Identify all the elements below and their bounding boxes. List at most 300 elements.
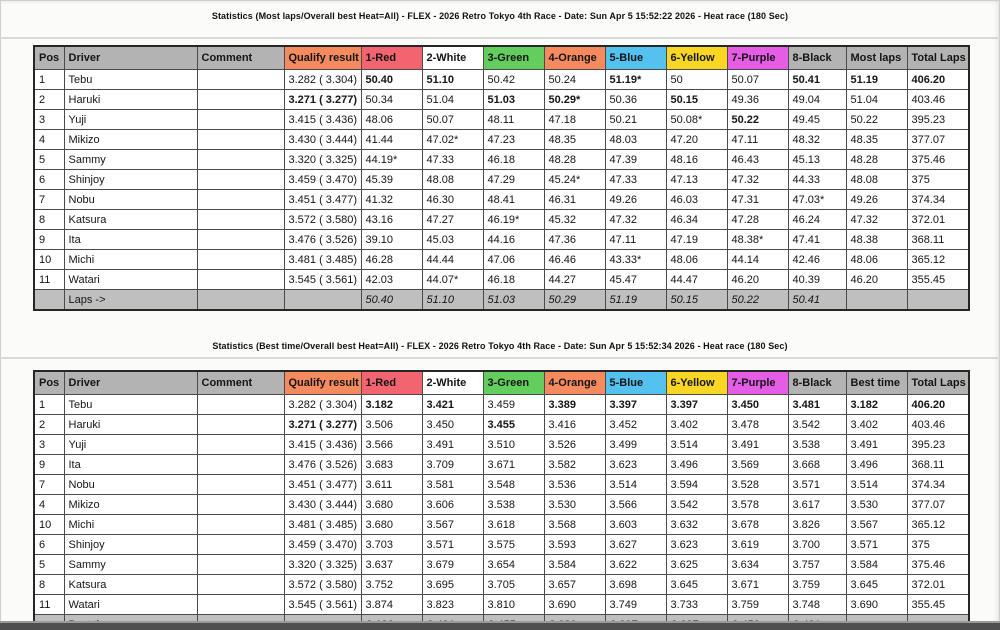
qualify-cell: 3.415 ( 3.436) xyxy=(284,110,361,130)
heat-cell-4: 3.389 xyxy=(544,395,605,415)
column-header-comment: Comment xyxy=(197,46,284,70)
heat-cell-7: 3.634 xyxy=(727,555,788,575)
heat-cell-8: 3.759 xyxy=(788,575,846,595)
heat-cell-7: 47.32 xyxy=(727,170,788,190)
heat-cell-1: 3.637 xyxy=(361,555,422,575)
heat-cell-2: 50.07 xyxy=(422,110,483,130)
heat-cell-4: 3.582 xyxy=(544,455,605,475)
heat-cell-8: 50.41 xyxy=(788,70,846,90)
column-header-comment: Comment xyxy=(197,371,284,395)
heat-cell-6: 3.496 xyxy=(666,455,727,475)
heat-cell-4: 3.568 xyxy=(544,515,605,535)
heat-cell-6: 3.402 xyxy=(666,415,727,435)
heat-cell-4: 3.584 xyxy=(544,555,605,575)
total-laps-cell: 406.20 xyxy=(907,70,969,90)
heat-cell-8: 45.13 xyxy=(788,150,846,170)
total-laps-cell: 375.46 xyxy=(907,150,969,170)
column-header-8-black: 8-Black xyxy=(788,371,846,395)
heat-cell-4: 47.18 xyxy=(544,110,605,130)
heat-cell-3: 44.16 xyxy=(483,230,544,250)
heat-cell-4: 44.27 xyxy=(544,270,605,290)
summary-cell: 46.20 xyxy=(846,270,907,290)
summary-cell: 51.19 xyxy=(846,70,907,90)
total-laps-cell: 406.20 xyxy=(907,395,969,415)
total-laps-cell: 355.45 xyxy=(907,595,969,615)
heat-cell-7: 3.619 xyxy=(727,535,788,555)
pos-cell: 10 xyxy=(34,515,64,535)
heat-cell-1: 44.19* xyxy=(361,150,422,170)
footer-comment-cell xyxy=(197,290,284,311)
pos-cell: 1 xyxy=(34,70,64,90)
summary-cell: 48.06 xyxy=(846,250,907,270)
pos-cell: 8 xyxy=(34,210,64,230)
heat-cell-8: 3.571 xyxy=(788,475,846,495)
driver-row xyxy=(34,575,969,595)
column-header-driver: Driver xyxy=(64,46,197,70)
driver-cell: Haruki xyxy=(64,90,197,110)
summary-cell: 48.08 xyxy=(846,170,907,190)
pos-cell: 9 xyxy=(34,230,64,250)
comment-cell xyxy=(197,230,284,250)
heat-cell-1: 3.874 xyxy=(361,595,422,615)
driver-cell: Shinjoy xyxy=(64,535,197,555)
heat-cell-3: 3.671 xyxy=(483,455,544,475)
heat-cell-1: 3.680 xyxy=(361,495,422,515)
total-laps-cell: 403.46 xyxy=(907,90,969,110)
summary-cell: 3.182 xyxy=(846,395,907,415)
summary-cell: 48.28 xyxy=(846,150,907,170)
driver-cell: Watari xyxy=(64,595,197,615)
qualify-cell: 3.476 ( 3.526) xyxy=(284,230,361,250)
driver-row xyxy=(34,150,969,170)
summary-cell: 3.567 xyxy=(846,515,907,535)
heat-cell-7: 47.31 xyxy=(727,190,788,210)
qualify-cell: 3.459 ( 3.470) xyxy=(284,535,361,555)
column-header-4-orange: 4-Orange xyxy=(544,46,605,70)
total-laps-cell: 372.01 xyxy=(907,210,969,230)
driver-row xyxy=(34,475,969,495)
heat-cell-1: 3.566 xyxy=(361,435,422,455)
driver-row xyxy=(34,70,969,90)
heat-cell-8: 49.04 xyxy=(788,90,846,110)
heat-cell-5: 3.622 xyxy=(605,555,666,575)
pos-cell: 5 xyxy=(34,555,64,575)
comment-cell xyxy=(197,70,284,90)
driver-cell: Mikizo xyxy=(64,130,197,150)
heat-cell-6: 44.47 xyxy=(666,270,727,290)
driver-row xyxy=(34,210,969,230)
heat-cell-8: 46.24 xyxy=(788,210,846,230)
heat-cell-2: 3.695 xyxy=(422,575,483,595)
heat-cell-2: 3.606 xyxy=(422,495,483,515)
heat-cell-5: 45.47 xyxy=(605,270,666,290)
heat-cell-7: 47.11 xyxy=(727,130,788,150)
footer-heat-cell-2: 51.10 xyxy=(422,290,483,311)
heat-cell-4: 46.46 xyxy=(544,250,605,270)
heat-cell-7: 3.491 xyxy=(727,435,788,455)
heat-cell-4: 3.657 xyxy=(544,575,605,595)
pos-cell: 9 xyxy=(34,455,64,475)
heat-cell-8: 3.481 xyxy=(788,395,846,415)
pos-cell: 11 xyxy=(34,595,64,615)
heat-cell-3: 48.11 xyxy=(483,110,544,130)
heat-cell-3: 3.548 xyxy=(483,475,544,495)
heat-cell-4: 50.29* xyxy=(544,90,605,110)
qualify-cell: 3.451 ( 3.477) xyxy=(284,190,361,210)
heat-cell-7: 3.759 xyxy=(727,595,788,615)
column-header-6-yellow: 6-Yellow xyxy=(666,371,727,395)
comment-cell xyxy=(197,535,284,555)
heat-cell-6: 3.514 xyxy=(666,435,727,455)
heat-cell-8: 40.39 xyxy=(788,270,846,290)
comment-cell xyxy=(197,555,284,575)
qualify-cell: 3.459 ( 3.470) xyxy=(284,170,361,190)
heat-cell-4: 3.526 xyxy=(544,435,605,455)
footer-heat-cell-4: 50.29 xyxy=(544,290,605,311)
pos-cell: 2 xyxy=(34,90,64,110)
heat-cell-6: 50 xyxy=(666,70,727,90)
heat-cell-1: 41.44 xyxy=(361,130,422,150)
comment-cell xyxy=(197,515,284,535)
column-header-8-black: 8-Black xyxy=(788,46,846,70)
heat-cell-1: 39.10 xyxy=(361,230,422,250)
column-header-6-yellow: 6-Yellow xyxy=(666,46,727,70)
column-header-qualify-result: Qualify result xyxy=(284,46,361,70)
qualify-cell: 3.415 ( 3.436) xyxy=(284,435,361,455)
heat-cell-5: 48.03 xyxy=(605,130,666,150)
heat-cell-2: 3.450 xyxy=(422,415,483,435)
footer-heat-cell-8: 50.41 xyxy=(788,290,846,311)
heat-cell-8: 3.748 xyxy=(788,595,846,615)
heat-cell-3: 46.18 xyxy=(483,270,544,290)
footer-summary-cell xyxy=(846,290,907,311)
heat-cell-4: 3.416 xyxy=(544,415,605,435)
heat-cell-4: 3.690 xyxy=(544,595,605,615)
heat-cell-2: 47.33 xyxy=(422,150,483,170)
heat-cell-8: 42.46 xyxy=(788,250,846,270)
heat-cell-4: 45.32 xyxy=(544,210,605,230)
heat-cell-1: 48.06 xyxy=(361,110,422,130)
report-title-most-laps: Statistics (Most laps/Overall best Heat=All) - FLEX - 2026 Retro Tokyo 4th Race - Date: Sun Apr 5 15:52:22 2026 - Heat race (180 Sec) xyxy=(211,11,789,21)
comment-cell xyxy=(197,270,284,290)
qualify-cell: 3.430 ( 3.444) xyxy=(284,495,361,515)
heat-cell-6: 48.16 xyxy=(666,150,727,170)
heat-cell-2: 3.581 xyxy=(422,475,483,495)
pos-cell: 3 xyxy=(34,110,64,130)
heat-cell-1: 42.03 xyxy=(361,270,422,290)
heat-cell-7: 47.28 xyxy=(727,210,788,230)
heat-cell-3: 51.03 xyxy=(483,90,544,110)
heat-cell-2: 47.02* xyxy=(422,130,483,150)
heat-cell-6: 3.623 xyxy=(666,535,727,555)
driver-row xyxy=(34,415,969,435)
comment-cell xyxy=(197,595,284,615)
driver-row xyxy=(34,555,969,575)
driver-cell: Sammy xyxy=(64,150,197,170)
driver-cell: Sammy xyxy=(64,555,197,575)
heat-cell-8: 3.700 xyxy=(788,535,846,555)
summary-cell: 3.514 xyxy=(846,475,907,495)
column-header-best-time: Best time xyxy=(846,371,907,395)
comment-cell xyxy=(197,435,284,455)
summary-cell: 3.571 xyxy=(846,535,907,555)
comment-cell xyxy=(197,455,284,475)
column-header-driver: Driver xyxy=(64,371,197,395)
column-header-total-laps: Total Laps xyxy=(907,371,969,395)
heat-cell-6: 48.06 xyxy=(666,250,727,270)
driver-row xyxy=(34,170,969,190)
heat-cell-3: 47.06 xyxy=(483,250,544,270)
heat-cell-6: 3.632 xyxy=(666,515,727,535)
heat-cell-3: 3.705 xyxy=(483,575,544,595)
column-header-1-red: 1-Red xyxy=(361,46,422,70)
heat-cell-2: 47.27 xyxy=(422,210,483,230)
footer-heat-cell-6: 50.15 xyxy=(666,290,727,311)
heat-cell-7: 46.43 xyxy=(727,150,788,170)
column-header-2-white: 2-White xyxy=(422,46,483,70)
heat-cell-8: 3.538 xyxy=(788,435,846,455)
heat-cell-3: 48.41 xyxy=(483,190,544,210)
driver-row xyxy=(34,495,969,515)
driver-cell: Katsura xyxy=(64,575,197,595)
heat-cell-8: 49.45 xyxy=(788,110,846,130)
heat-cell-1: 3.182 xyxy=(361,395,422,415)
heat-cell-5: 50.21 xyxy=(605,110,666,130)
heat-cell-7: 3.678 xyxy=(727,515,788,535)
heat-cell-5: 47.11 xyxy=(605,230,666,250)
heat-cell-6: 50.08* xyxy=(666,110,727,130)
total-laps-cell: 395.23 xyxy=(907,435,969,455)
heat-cell-5: 3.514 xyxy=(605,475,666,495)
heat-cell-5: 3.566 xyxy=(605,495,666,515)
heat-cell-5: 3.397 xyxy=(605,395,666,415)
heat-cell-3: 3.575 xyxy=(483,535,544,555)
heat-cell-8: 3.757 xyxy=(788,555,846,575)
heat-cell-7: 3.478 xyxy=(727,415,788,435)
heat-cell-2: 44.07* xyxy=(422,270,483,290)
pos-cell: 10 xyxy=(34,250,64,270)
summary-cell: 3.584 xyxy=(846,555,907,575)
heat-cell-2: 45.03 xyxy=(422,230,483,250)
heat-cell-4: 48.35 xyxy=(544,130,605,150)
comment-cell xyxy=(197,150,284,170)
heat-cell-1: 50.40 xyxy=(361,70,422,90)
driver-cell: Ita xyxy=(64,230,197,250)
comment-cell xyxy=(197,495,284,515)
pos-cell: 4 xyxy=(34,495,64,515)
column-header-1-red: 1-Red xyxy=(361,371,422,395)
heat-cell-3: 46.19* xyxy=(483,210,544,230)
column-header-4-orange: 4-Orange xyxy=(544,371,605,395)
heat-cell-3: 47.29 xyxy=(483,170,544,190)
qualify-cell: 3.545 ( 3.561) xyxy=(284,595,361,615)
heat-cell-7: 3.528 xyxy=(727,475,788,495)
driver-row xyxy=(34,455,969,475)
heat-cell-8: 47.41 xyxy=(788,230,846,250)
summary-cell: 3.496 xyxy=(846,455,907,475)
total-laps-cell: 365.12 xyxy=(907,250,969,270)
scan-edge-shadow xyxy=(0,621,1000,630)
qualify-cell: 3.451 ( 3.477) xyxy=(284,475,361,495)
column-header-2-white: 2-White xyxy=(422,371,483,395)
pos-cell: 11 xyxy=(34,270,64,290)
heat-cell-6: 46.03 xyxy=(666,190,727,210)
heat-cell-7: 3.569 xyxy=(727,455,788,475)
summary-cell: 49.26 xyxy=(846,190,907,210)
heat-cell-2: 3.571 xyxy=(422,535,483,555)
heat-cell-6: 47.19 xyxy=(666,230,727,250)
driver-row xyxy=(34,190,969,210)
heat-cell-6: 3.733 xyxy=(666,595,727,615)
heat-cell-5: 3.698 xyxy=(605,575,666,595)
footer-heat-cell-5: 51.19 xyxy=(605,290,666,311)
summary-cell: 47.32 xyxy=(846,210,907,230)
total-laps-cell: 368.11 xyxy=(907,230,969,250)
heat-cell-6: 46.34 xyxy=(666,210,727,230)
driver-cell: Shinjoy xyxy=(64,170,197,190)
qualify-cell: 3.271 ( 3.277) xyxy=(284,415,361,435)
heat-cell-8: 44.33 xyxy=(788,170,846,190)
scan-divider xyxy=(0,37,1000,39)
heat-cell-4: 48.28 xyxy=(544,150,605,170)
comment-cell xyxy=(197,170,284,190)
heat-cell-3: 46.18 xyxy=(483,150,544,170)
heat-cell-4: 3.593 xyxy=(544,535,605,555)
driver-cell: Nobu xyxy=(64,475,197,495)
driver-row xyxy=(34,395,969,415)
column-header-7-purple: 7-Purple xyxy=(727,46,788,70)
heat-cell-7: 3.671 xyxy=(727,575,788,595)
comment-cell xyxy=(197,110,284,130)
heat-cell-5: 49.26 xyxy=(605,190,666,210)
column-header-3-green: 3-Green xyxy=(483,46,544,70)
comment-cell xyxy=(197,250,284,270)
total-laps-cell: 374.34 xyxy=(907,190,969,210)
heat-cell-3: 3.510 xyxy=(483,435,544,455)
driver-cell: Tebu xyxy=(64,395,197,415)
pos-cell: 6 xyxy=(34,535,64,555)
heat-cell-8: 3.542 xyxy=(788,415,846,435)
driver-row xyxy=(34,250,969,270)
driver-row xyxy=(34,270,969,290)
total-laps-cell: 377.07 xyxy=(907,130,969,150)
heat-cell-6: 3.625 xyxy=(666,555,727,575)
heat-cell-6: 47.20 xyxy=(666,130,727,150)
total-laps-cell: 355.45 xyxy=(907,270,969,290)
column-header-pos: Pos xyxy=(34,46,64,70)
total-laps-cell: 365.12 xyxy=(907,515,969,535)
heat-cell-4: 46.31 xyxy=(544,190,605,210)
driver-cell: Haruki xyxy=(64,415,197,435)
total-laps-cell: 375.46 xyxy=(907,555,969,575)
total-laps-cell: 374.34 xyxy=(907,475,969,495)
heat-cell-5: 47.32 xyxy=(605,210,666,230)
total-laps-cell: 375 xyxy=(907,170,969,190)
footer-label-cell: Laps -> xyxy=(64,290,197,311)
footer-heat-cell-7: 50.22 xyxy=(727,290,788,311)
heat-cell-2: 44.44 xyxy=(422,250,483,270)
pos-cell: 5 xyxy=(34,150,64,170)
heat-cell-1: 3.683 xyxy=(361,455,422,475)
heat-cell-5: 50.36 xyxy=(605,90,666,110)
summary-cell: 48.35 xyxy=(846,130,907,150)
header-row xyxy=(34,46,969,70)
driver-cell: Yuji xyxy=(64,435,197,455)
heat-cell-3: 3.455 xyxy=(483,415,544,435)
heat-cell-4: 45.24* xyxy=(544,170,605,190)
scan-divider xyxy=(0,357,1000,359)
report-title-best-time: Statistics (Best time/Overall best Heat=All) - FLEX - 2026 Retro Tokyo 4th Race - Date: Sun Apr 5 15:52:34 2026 - Heat race (180 Sec) xyxy=(212,341,788,351)
qualify-cell: 3.481 ( 3.485) xyxy=(284,515,361,535)
heat-cell-1: 3.680 xyxy=(361,515,422,535)
heat-cell-8: 48.32 xyxy=(788,130,846,150)
comment-cell xyxy=(197,575,284,595)
heat-cell-6: 47.13 xyxy=(666,170,727,190)
heat-cell-2: 51.04 xyxy=(422,90,483,110)
column-header-total-laps: Total Laps xyxy=(907,46,969,70)
driver-cell: Mikizo xyxy=(64,495,197,515)
comment-cell xyxy=(197,210,284,230)
heat-cell-1: 41.32 xyxy=(361,190,422,210)
qualify-cell: 3.282 ( 3.304) xyxy=(284,70,361,90)
heat-cell-2: 51.10 xyxy=(422,70,483,90)
column-header-most-laps: Most laps xyxy=(846,46,907,70)
driver-cell: Michi xyxy=(64,250,197,270)
column-header-qualify-result: Qualify result xyxy=(284,371,361,395)
column-header-5-blue: 5-Blue xyxy=(605,371,666,395)
driver-row xyxy=(34,595,969,615)
total-laps-cell: 377.07 xyxy=(907,495,969,515)
heat-cell-7: 50.22 xyxy=(727,110,788,130)
column-header-3-green: 3-Green xyxy=(483,371,544,395)
driver-cell: Watari xyxy=(64,270,197,290)
stats-table-2 xyxy=(33,370,970,630)
column-header-5-blue: 5-Blue xyxy=(605,46,666,70)
qualify-cell: 3.572 ( 3.580) xyxy=(284,575,361,595)
heat-cell-7: 48.38* xyxy=(727,230,788,250)
heat-cell-6: 3.542 xyxy=(666,495,727,515)
heat-cell-7: 44.14 xyxy=(727,250,788,270)
comment-cell xyxy=(197,415,284,435)
heat-cell-1: 45.39 xyxy=(361,170,422,190)
heat-cell-5: 3.623 xyxy=(605,455,666,475)
pos-cell: 1 xyxy=(34,395,64,415)
pos-cell: 7 xyxy=(34,190,64,210)
summary-cell: 51.04 xyxy=(846,90,907,110)
heat-cell-4: 47.36 xyxy=(544,230,605,250)
qualify-cell: 3.430 ( 3.444) xyxy=(284,130,361,150)
pos-cell: 2 xyxy=(34,415,64,435)
comment-cell xyxy=(197,475,284,495)
footer-heat-cell-3: 51.03 xyxy=(483,290,544,311)
heat-cell-3: 3.459 xyxy=(483,395,544,415)
heat-cell-4: 3.536 xyxy=(544,475,605,495)
heat-cell-2: 3.567 xyxy=(422,515,483,535)
heat-cell-1: 3.752 xyxy=(361,575,422,595)
qualify-cell: 3.572 ( 3.580) xyxy=(284,210,361,230)
driver-row xyxy=(34,90,969,110)
comment-cell xyxy=(197,190,284,210)
heat-cell-5: 3.499 xyxy=(605,435,666,455)
heat-cell-8: 47.03* xyxy=(788,190,846,210)
header-row xyxy=(34,371,969,395)
heat-cell-7: 46.20 xyxy=(727,270,788,290)
heat-cell-2: 46.30 xyxy=(422,190,483,210)
heat-cell-7: 50.07 xyxy=(727,70,788,90)
heat-cell-8: 3.617 xyxy=(788,495,846,515)
heat-cell-3: 3.618 xyxy=(483,515,544,535)
heat-cell-5: 3.603 xyxy=(605,515,666,535)
